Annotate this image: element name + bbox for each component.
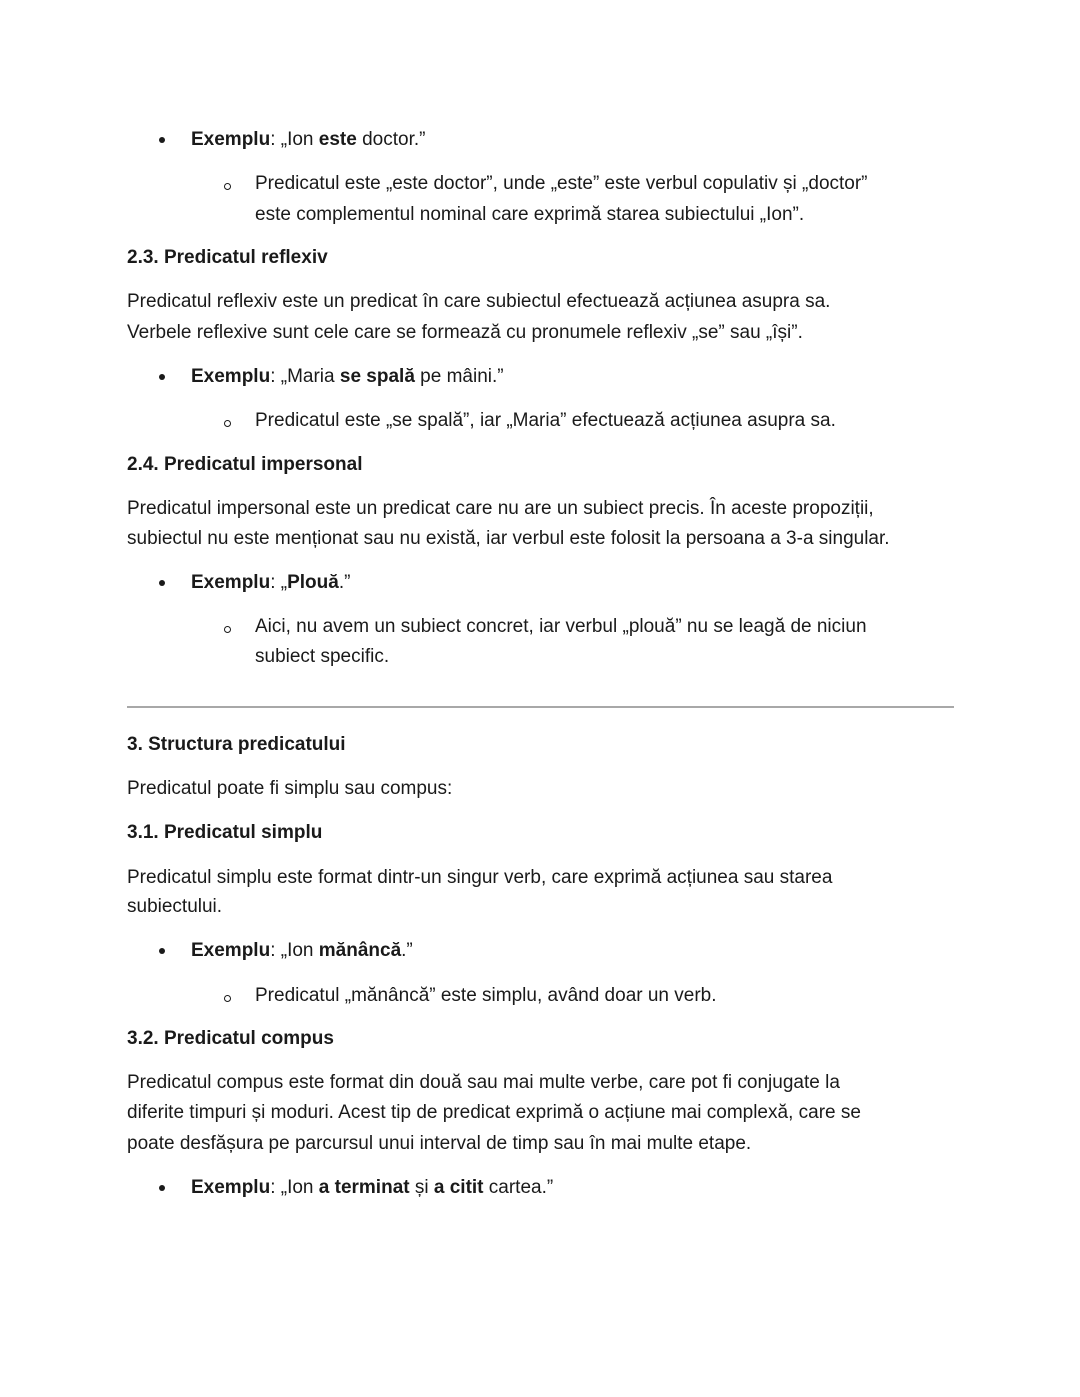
bullet-dot [159,1185,165,1191]
paragraph-line: Predicatul reflexiv este un predicat în care subiectul efectuează acțiunea asupra sa. [127,291,831,312]
example-bold: a terminat [318,1177,410,1198]
example-label: Exemplu [191,366,271,387]
horizontal-divider [127,706,954,708]
paragraph-line: Predicatul poate fi simplu sau compus: [127,778,453,799]
bullet-dot [159,948,165,954]
example-text: : „Ion [270,1177,319,1198]
note-line: subiect specific. [255,646,390,667]
sub-bullet-circle [224,420,231,427]
example-text: .” [338,572,351,593]
example-bold: se spală [339,366,415,387]
example-ion-este [191,125,425,155]
example-label: Exemplu [191,940,271,961]
sub-bullet-circle [224,626,231,633]
note-line: Predicatul este „este doctor”, unde „este” este verbul copulativ și „doctor” [255,173,868,194]
paragraph-line: subiectul nu este menționat sau nu există, iar verbul este folosit la persoana a 3-a singular. [127,528,890,549]
example-maria [191,362,504,392]
example-ion-mananca [191,936,413,966]
example-bold: a citit [433,1177,484,1198]
note-line: Predicatul este „se spală”, iar „Maria” efectuează acțiunea asupra sa. [255,410,836,431]
section-heading-3-1: 3.1. Predicatul simplu [127,822,323,843]
note-line: Predicatul „mănâncă” este simplu, având doar un verb. [255,985,717,1006]
paragraph-line: Verbele reflexive sunt cele care se formează cu pronumele reflexiv „se” sau „își”. [127,322,803,343]
example-text: cartea.” [483,1177,554,1198]
example-bold: este [318,129,357,150]
example-label: Exemplu [191,1177,271,1198]
example-label: Exemplu [191,129,271,150]
example-text: : „ [270,572,288,593]
note-line: este complementul nominal care exprimă starea subiectului „Ion”. [255,204,805,225]
section-heading-2-3: 2.3. Predicatul reflexiv [127,247,328,268]
example-text: doctor.” [356,129,426,150]
bullet-dot [159,137,165,143]
section-heading-3: 3. Structura predicatului [127,734,346,755]
bullet-dot [159,374,165,380]
example-ploua [191,568,350,598]
example-label: Exemplu [191,572,271,593]
section-heading-2-4: 2.4. Predicatul impersonal [127,454,363,475]
example-text: .” [401,940,413,961]
example-text: și [409,1177,434,1198]
paragraph-line: diferite timpuri și moduri. Acest tip de predicat exprimă o acțiune mai complexă, care se [127,1102,861,1123]
section-heading-3-2: 3.2. Predicatul compus [127,1028,334,1049]
paragraph-line: subiectului. [127,896,223,917]
bullet-dot [159,580,165,586]
sub-bullet-circle [224,995,231,1002]
note-line: Aici, nu avem un subiect concret, iar verbul „plouă” nu se leagă de niciun [255,616,867,637]
example-bold: mănâncă [318,940,402,961]
paragraph-line: poate desfășura pe parcursul unui interval de timp sau în mai multe etape. [127,1133,752,1154]
paragraph-line: Predicatul compus este format din două sau mai multe verbe, care pot fi conjugate la [127,1072,840,1093]
paragraph-line: Predicatul simplu este format dintr-un singur verb, care exprimă acțiunea sau starea [127,867,833,888]
sub-bullet-circle [224,183,231,190]
paragraph-line: Predicatul impersonal este un predicat care nu are un subiect precis. În aceste propoziții, [127,498,874,519]
example-bold: Plouă [287,572,339,593]
example-ion-a-terminat [191,1173,553,1203]
example-text: : „Ion [270,940,319,961]
example-text: pe mâini.” [414,366,504,387]
example-text: : „Ion [270,129,319,150]
example-text: : „Maria [270,366,340,387]
